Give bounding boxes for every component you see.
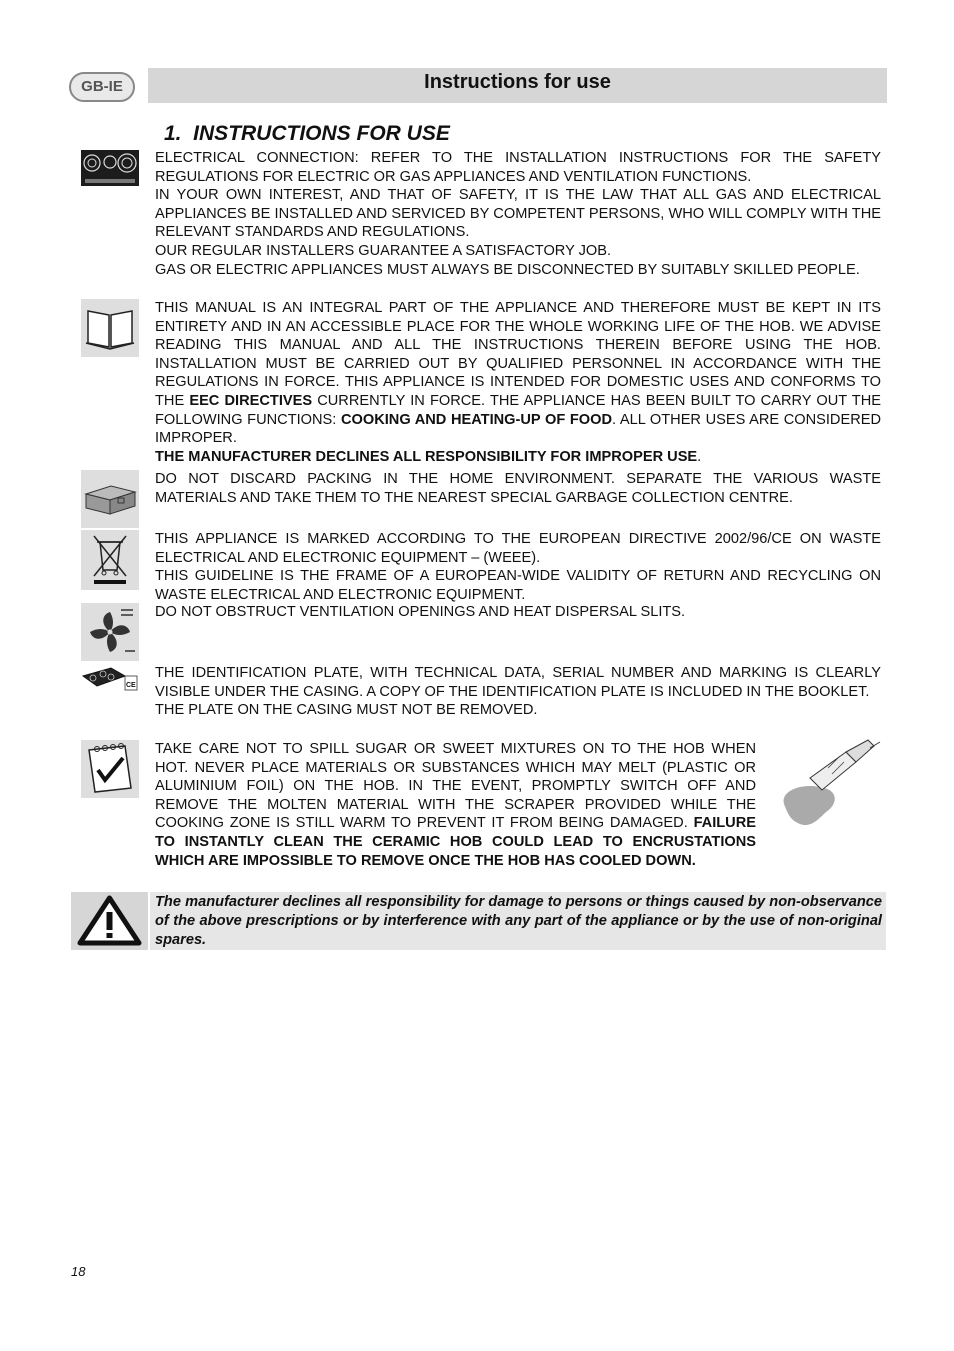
cooking-functions: COOKING AND HEATING-UP OF FOOD	[340, 411, 613, 428]
page-header-title: Instructions for use	[148, 68, 887, 103]
disconnection-paragraph: GAS OR ELECTRIC APPLIANCES MUST ALWAYS BE DISCONNECTED BY SUITABLY SKILLED PEOPLE.	[155, 261, 860, 278]
weee-directive-paragraph: THIS APPLIANCE IS MARKED ACCORDING TO THE EUROPEAN DIRECTIVE 2002/96/CE ON WASTE ELECTRICAL AND ELECTRONIC EQUIPMENT – (WEEE).	[155, 531, 881, 566]
electrical-connection-block	[155, 149, 881, 279]
improper-use-statement: THE MANUFACTURER DECLINES ALL RESPONSIBILITY FOR IMPROPER USE	[155, 448, 698, 465]
packing-paragraph: DO NOT DISCARD PACKING IN THE HOME ENVIRONMENT. SEPARATE THE VARIOUS WASTE MATERIALS AND TAKE THEM TO THE NEAREST SPECIAL GARBAGE COLLECTION CENTRE.	[155, 471, 881, 506]
scraper-illustration	[770, 738, 882, 830]
installers-paragraph: OUR REGULAR INSTALLERS GUARANTEE A SATISFACTORY JOB.	[155, 242, 612, 259]
packing-box-icon	[81, 470, 139, 528]
weee-block	[155, 530, 881, 604]
book-icon	[81, 299, 139, 357]
manual-text-4: .	[697, 448, 702, 465]
id-plate-icon	[81, 664, 139, 694]
warning-row	[71, 892, 886, 950]
region-badge: GB-IE	[69, 72, 135, 102]
encrustation-warning: FAILURE TO INSTANTLY CLEAN THE CERAMIC HOB COULD LEAD TO ENCRUSTATIONS WHICH ARE IMPOSSIBLE TO REMOVE ONCE THE HOB HAS COOLED DOWN.	[155, 815, 756, 869]
eec-directives: EEC DIRECTIVES	[189, 392, 313, 409]
notepad-check-icon	[81, 740, 139, 798]
manual-block	[155, 299, 881, 466]
ventilation-paragraph: DO NOT OBSTRUCT VENTILATION OPENINGS AND HEAT DISPERSAL SLITS.	[155, 604, 686, 620]
weee-guideline-paragraph: THIS GUIDELINE IS THE FRAME OF A EUROPEAN-WIDE VALIDITY OF RETURN AND RECYCLING ON WASTE ELECTRICAL AND ELECTRONIC EQUIPMENT.	[155, 568, 881, 603]
svg-text:CE: CE	[126, 682, 136, 689]
page-number: 18	[71, 1264, 86, 1279]
sugar-text: TAKE CARE NOT TO SPILL SUGAR OR SWEET MIXTURES ON TO THE HOB WHEN HOT. NEVER PLACE MATERIALS OR SUBSTANCES WHICH MAY MELT (PLASTIC OR ALUMINIUM FOIL) ON THE HOB. IN THE EVENT, PROMPTLY SWITCH OFF AND REMOVE THE MOLTEN MATERIAL WITH THE SCRAPER PROVIDED WHILE THE COOKING ZONE IS STILL WARM TO PREVENT IT FROM BEING DAMAGED.	[155, 741, 756, 832]
installation-law-paragraph: IN YOUR OWN INTEREST, AND THAT OF SAFETY, IT IS THE LAW THAT ALL GAS AND ELECTRICAL APPLIANCES BE INSTALLED AND SERVICED BY COMPETENT PERSONS, WHO WILL COMPLY WITH THE RELEVANT STANDARDS AND REGULATIONS.	[155, 187, 881, 241]
manual-text-2: CURRENTLY IN FORCE. THE APPLIANCE HAS BEEN BUILT TO CARRY OUT THE FOLLOWING FUNCTIONS:	[155, 392, 881, 428]
fan-icon	[81, 603, 139, 661]
manual-text-3: . ALL OTHER USES ARE CONSIDERED IMPROPER.	[155, 411, 882, 447]
sugar-paragraph	[155, 740, 756, 870]
plate-block	[155, 664, 881, 720]
manual-text-1: THIS MANUAL IS AN INTEGRAL PART OF THE APPLIANCE AND THEREFORE MUST BE KEPT IN ITS ENTIRETY AND IN AN ACCESSIBLE PLACE FOR THE WHOLE WORKING LIFE OF THE HOB. WE ADVISE READING THIS MANUAL AND ALL THE INSTRUCTIONS THEREIN BEFORE USING THE HOB. INSTALLATION MUST BE CARRIED OUT BY QUALIFIED PERSONNEL IN ACCORDANCE WITH THE REGULATIONS IN FORCE. THIS APPLIANCE IS INTENDED FOR DOMESTIC USES AND CONFORMS TO THE	[155, 300, 881, 409]
sugar-block	[155, 740, 756, 870]
plate-paragraph: THE IDENTIFICATION PLATE, WITH TECHNICAL DATA, SERIAL NUMBER AND MARKING IS CLEARLY VISIBLE UNDER THE CASING. A COPY OF THE IDENTIFICATION PLATE IS INCLUDED IN THE BOOKLET.	[155, 665, 881, 700]
warning-triangle-icon	[71, 892, 148, 950]
plate-removal-paragraph: THE PLATE ON THE CASING MUST NOT BE REMOVED.	[155, 702, 538, 719]
section-title: 1. INSTRUCTIONS FOR USE	[164, 122, 450, 145]
manual-paragraph	[155, 299, 881, 448]
manufacturer-disclaimer: The manufacturer declines all responsibility for damage to persons or things caused by non-observance of the above prescriptions or by interference with any part of the appliance or by the use of non-original spares.	[150, 892, 886, 950]
hob-icon	[81, 150, 139, 186]
electrical-paragraph: ELECTRICAL CONNECTION: REFER TO THE INSTALLATION INSTRUCTIONS FOR THE SAFETY REGULATIONS FOR ELECTRIC OR GAS APPLIANCES AND VENTILATION FUNCTIONS.	[155, 150, 881, 185]
weee-bin-icon	[81, 530, 139, 590]
responsibility-paragraph	[155, 448, 881, 467]
